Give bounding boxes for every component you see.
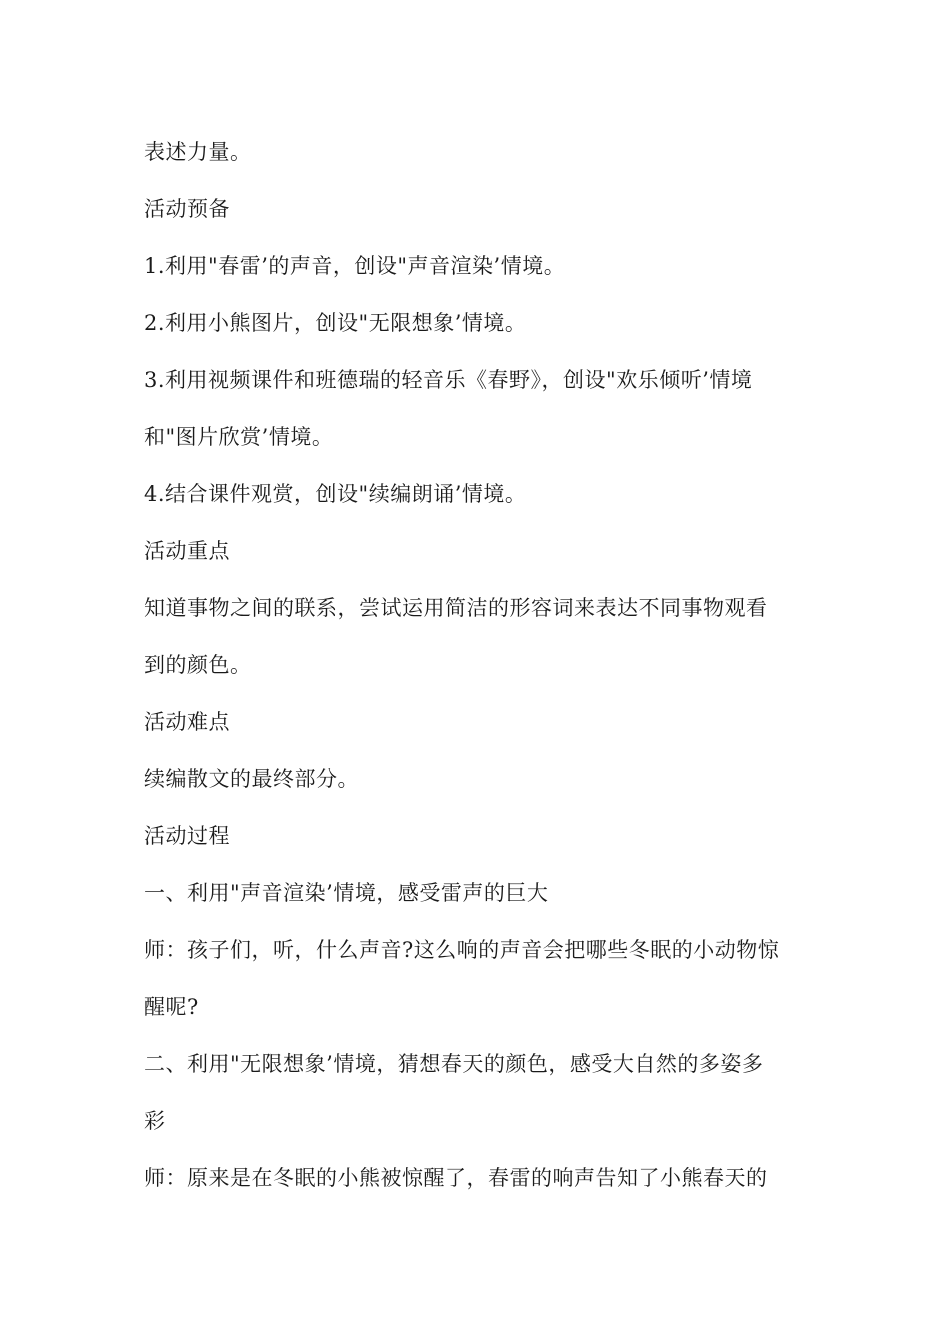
text-line: 醒呢? — [144, 995, 199, 1019]
subsection-heading: 一、利用"声音渲染’情境，感受雷声的巨大 — [144, 881, 549, 905]
section-heading: 活动过程 — [144, 824, 230, 848]
list-item: 1.利用"春雷’的声音，创设"声音渲染’情境。 — [144, 254, 566, 278]
section-heading: 活动重点 — [144, 539, 230, 563]
section-heading: 活动预备 — [144, 197, 230, 221]
list-item: 4.结合课件观赏，创设"续编朗诵’情境。 — [144, 482, 527, 506]
subsection-heading: 二、利用"无限想象’情境，猜想春天的颜色，感受大自然的多姿多 — [144, 1052, 764, 1076]
text-line: 师：孩子们，听，什么声音?这么响的声音会把哪些冬眠的小动物惊 — [144, 938, 780, 962]
text-line: 彩 — [144, 1109, 166, 1133]
list-item: 3.利用视频课件和班德瑞的轻音乐《春野》，创设"欢乐倾听’情境 — [144, 368, 753, 392]
text-line: 师：原来是在冬眠的小熊被惊醒了，春雷的响声告知了小熊春天的 — [144, 1166, 768, 1190]
section-heading: 活动难点 — [144, 710, 230, 734]
list-item: 2.利用小熊图片，创设"无限想象’情境。 — [144, 311, 527, 335]
text-line: 表述力量。 — [144, 140, 252, 164]
text-line: 续编散文的最终部分。 — [144, 767, 359, 791]
text-line: 和"图片欣赏’情境。 — [144, 425, 334, 449]
document-body — [144, 130, 814, 1213]
text-line: 到的颜色。 — [144, 653, 252, 677]
text-line: 知道事物之间的联系，尝试运用简洁的形容词来表达不同事物观看 — [144, 596, 768, 620]
